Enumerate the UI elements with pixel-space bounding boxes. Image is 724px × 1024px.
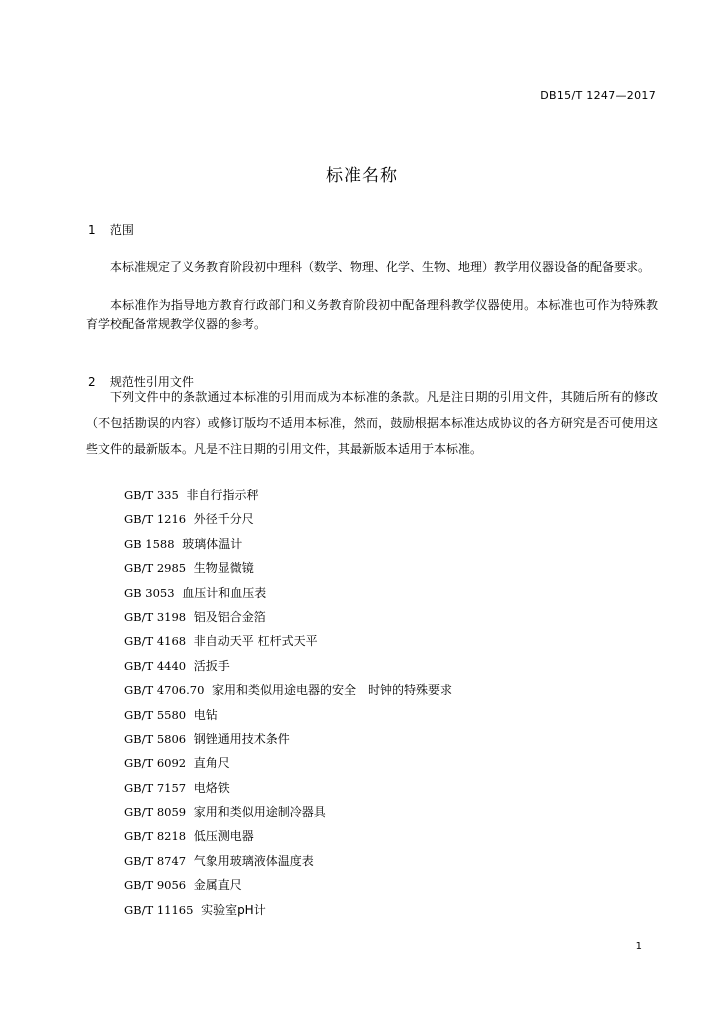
reference-name: 实验室pH计 [201,902,266,917]
reference-item [124,755,452,779]
reference-name: 活扳手 [193,658,230,673]
reference-item [124,877,452,901]
reference-name: 铝及铝合金箔 [193,609,266,624]
reference-item [124,633,452,657]
scope-paragraph-1: 本标准规定了义务教育阶段初中理科（数学、物理、化学、生物、地理）教学用仪器设备的配备要求。 [110,260,651,274]
reference-code: GB/T 4440 [124,658,187,673]
reference-item [124,511,452,535]
section-1-heading [88,221,134,238]
reference-code: GB/T 4168 [124,634,187,649]
scope-paragraph-2: 本标准作为指导地方教育行政部门和义务教育阶段初中配备理科教学仪器使用。本标准也可作为特殊教育学校配备常规教学仪器的参考。 [86,298,658,331]
reference-name: 金属直尺 [193,878,242,893]
reference-item [124,853,452,877]
reference-item [124,487,452,511]
reference-code: GB/T 335 [124,488,179,502]
reference-name: 非自行指示秤 [186,488,259,502]
reference-name: 气象用玻璃液体温度表 [193,853,314,868]
reference-item [124,658,452,682]
reference-code: GB/T 6092 [124,756,187,771]
section-2-title: 规范性引用文件 [109,375,194,389]
reference-name: 玻璃体温计 [182,536,243,551]
reference-code: GB/T 3198 [124,609,187,624]
reference-name: 外径千分尺 [193,512,254,527]
reference-code: GB/T 7157 [124,780,187,795]
reference-item [124,731,452,755]
document-code: DB15/T 1247—2017 [540,89,656,102]
reference-code: GB/T 1216 [124,512,187,527]
reference-name: 直角尺 [193,756,230,771]
page-title: 标准名称 [326,166,398,186]
reference-name: 家用和类似用途制冷器具 [193,805,326,820]
reference-item [124,828,452,852]
reference-code: GB/T 8059 [124,805,187,820]
reference-name: 低压测电器 [193,829,254,844]
reference-item [124,902,452,926]
reference-name: 生物显微镜 [193,561,254,576]
reference-name: 电烙铁 [193,780,230,795]
reference-code: GB 1588 [124,536,175,551]
reference-item [124,536,452,560]
reference-item [124,804,452,828]
reference-name: 家用和类似用途电器的安全 时钟的特殊要求 [212,683,453,698]
reference-item [124,682,452,706]
reference-code: GB/T 8747 [124,853,187,868]
references-intro-paragraph: 下列文件中的条款通过本标准的引用而成为本标准的条款。凡是注日期的引用文件，其随后所有的修改（不包括勘误的内容）或修订版均不适用本标准，然而，鼓励根据本标准达成协议的各方研究是否可使用这些文件的最新版本。凡是不注日期的引用文件，其最新版本适用于本标准。 [86,390,658,456]
reference-name: 电钻 [193,707,218,722]
section-1-number: 1 [88,223,96,237]
reference-item [124,560,452,584]
page-number: 1 [635,941,642,952]
section-2-number: 2 [88,375,96,389]
reference-name: 血压计和血压表 [182,585,267,600]
section-1-title: 范围 [109,223,134,237]
reference-name: 非自动天平 杠杆式天平 [193,634,318,649]
reference-list [124,487,452,926]
reference-item [124,780,452,804]
reference-item [124,585,452,609]
reference-code: GB/T 5806 [124,731,187,746]
reference-code: GB/T 8218 [124,829,187,844]
reference-code: GB/T 4706.70 [124,683,205,698]
reference-code: GB 3053 [124,585,175,600]
reference-code: GB/T 5580 [124,707,187,722]
reference-code: GB/T 9056 [124,878,187,893]
reference-code: GB/T 2985 [124,561,187,576]
reference-item [124,609,452,633]
reference-name: 钢锉通用技术条件 [193,731,290,746]
reference-code: GB/T 11165 [124,902,194,917]
reference-item [124,707,452,731]
